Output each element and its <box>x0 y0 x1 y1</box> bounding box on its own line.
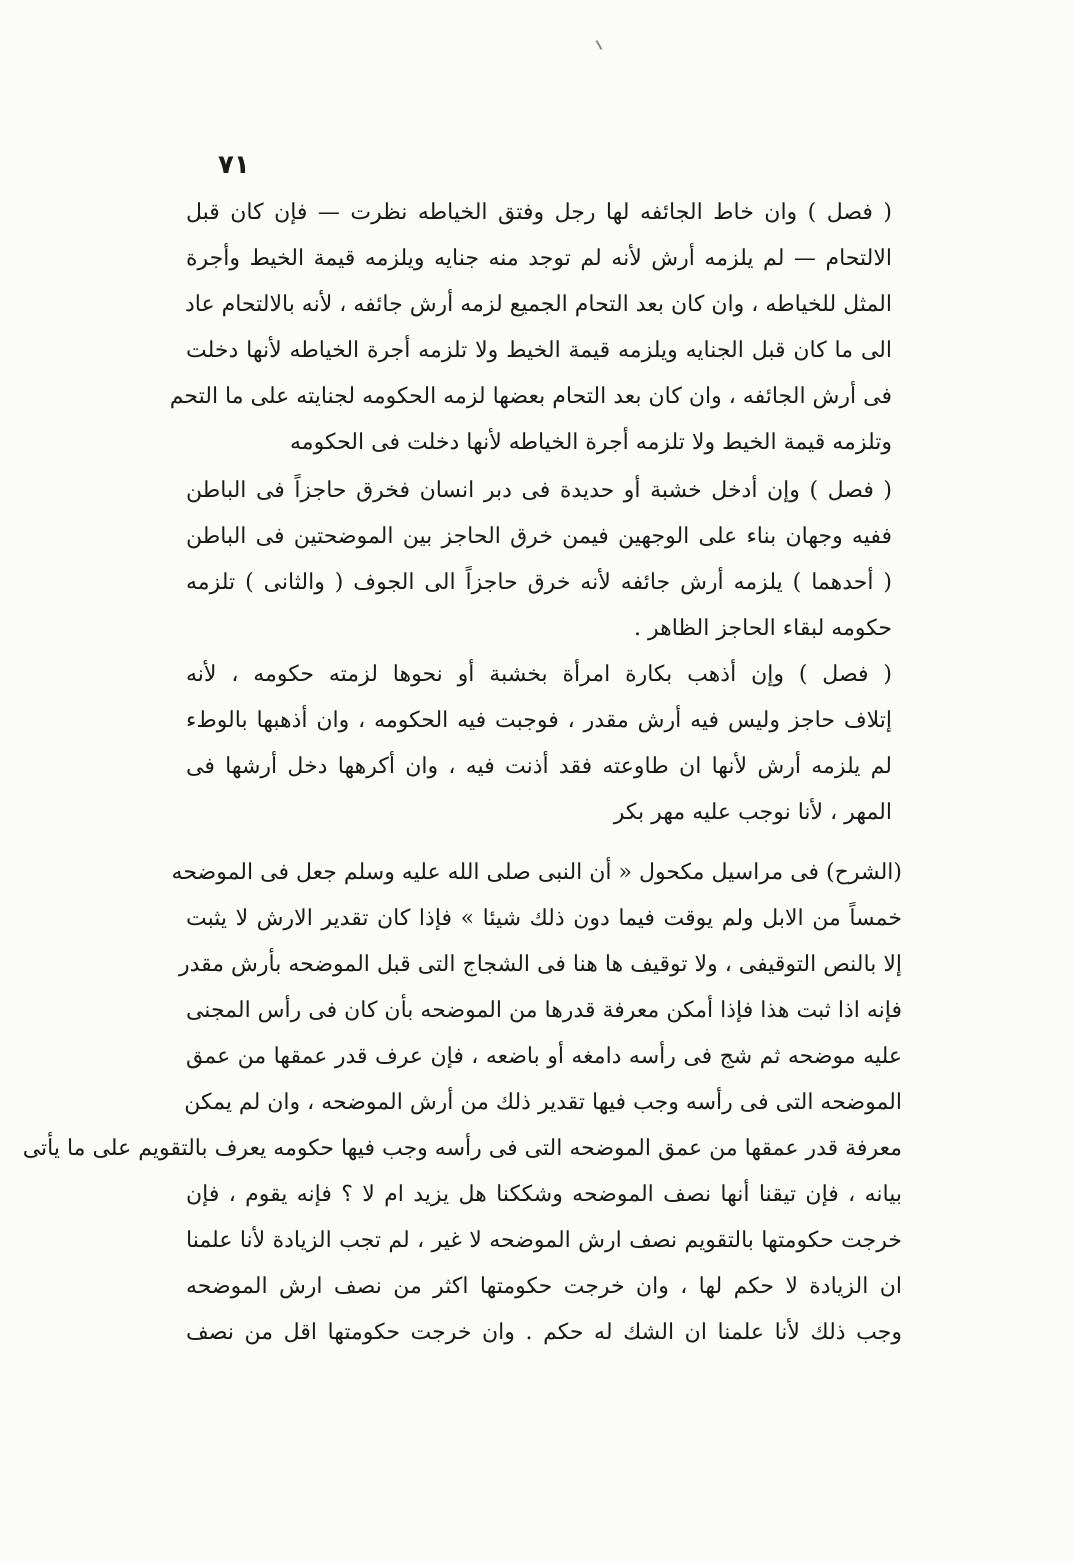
text-line: وجب ذلك لأنا علمنا ان الشك له حكم . وان خرجت حكومتها اقل من نصف <box>186 1320 902 1345</box>
text-line: عليه موضحه ثم شج فى رأسه دامغه أو باضعه ، فإن عرف قدر عمقها من عمق <box>186 1044 902 1069</box>
text-line: ( فصل ) وان خاط الجائفه لها رجل وفتق الخياطه نظرت — فإن كان قبل <box>186 200 892 225</box>
section-sharh <box>22 850 902 1356</box>
text-line: ( فصل ) وإن أذهب بكارة امرأة بخشبة أو نحوها لزمته حكومه ، لأنه <box>186 662 892 687</box>
text-line: الى ما كان قبل الجنايه ويلزمه قيمة الخيط ولا تلزمه أجرة الخياطه لأنها دخلت <box>186 338 892 363</box>
section-khashaba <box>186 468 892 652</box>
section-bakara <box>186 652 892 836</box>
text-line: بيانه ، فإن تيقنا أنها نصف الموضحه وشككنا هل يزيد ام لا ؟ فإنه يقوم ، فإن <box>186 1182 902 1207</box>
text-line: ان الزيادة لا حكم لها ، وان خرجت حكومتها اكثر من نصف ارش الموضحه <box>186 1274 902 1299</box>
text-line: ( فصل ) وإن أدخل خشبة أو حديدة فى دبر انسان فخرق حاجزاً فى الباطن <box>186 478 892 503</box>
page-number: ٧١ <box>218 150 250 180</box>
text-line: ( أحدهما ) يلزمه أرش جائفه لأنه خرق حاجزاً الى الجوف ( والثانى ) تلزمه <box>186 570 892 595</box>
scan-mark <box>596 40 603 50</box>
text-line: خمساً من الابل ولم يوقت فيما دون ذلك شيئا » فإذا كان تقدير الارش لا يثبت <box>186 906 902 931</box>
text-line: الموضحه التى فى رأسه وجب فيها تقدير ذلك من أرش الموضحه ، وان لم يمكن <box>184 1090 902 1115</box>
text-line: إلا بالنص التوقيفى ، ولا توقيف ها هنا فى الشجاج التى قبل الموضحه بأرش مقدر <box>178 952 902 977</box>
text-line: ففيه وجهان بناء على الوجهين فيمن خرق الحاجز بين الموضحتين فى الباطن <box>186 524 892 549</box>
text-line: لم يلزمه أرش لأنها ان طاوعته فقد أذنت فيه ، وان أكرهها دخل أرشها فى <box>186 754 892 779</box>
text-line: فى أرش الجائفه ، وان كان بعد التحام بعضها لزمه الحكومه لجنايته على ما التحم <box>169 384 892 409</box>
text-line: فإنه اذا ثبت هذا فإذا أمكن معرفة قدرها من الموضحه بأن كان فى رأس المجنى <box>185 998 902 1023</box>
text-line: المهر ، لأنا نوجب عليه مهر بكر <box>613 800 892 825</box>
text-line: المثل للخياطه ، وان كان بعد التحام الجميع لزمه أرش جائفه ، لأنه بالالتحام عاد <box>184 292 892 317</box>
text-line: الالتحام — لم يلزمه أرش لأنه لم توجد منه جنايه ويلزمه قيمة الخيط وأجرة <box>186 246 892 271</box>
text-line: وتلزمه قيمة الخيط ولا تلزمه أجرة الخياطه لأنها دخلت فى الحكومه <box>290 430 892 455</box>
text-line: معرفة قدر عمقها من عمق الموضحه التى فى رأسه وجب فيها حكومه يعرف بالتقويم على ما يأتى <box>22 1136 902 1161</box>
text-line: إتلاف حاجز وليس فيه أرش مقدر ، فوجبت فيه الحكومه ، وان أذهبها بالوطء <box>186 708 892 733</box>
text-line: خرجت حكومتها بالتقويم نصف ارش الموضحه لا غير ، لم تجب الزيادة لأنا علمنا <box>186 1228 902 1253</box>
text-line: (الشرح) فى مراسيل مكحول « أن النبى صلى الله عليه وسلم جعل فى الموضحه <box>171 860 902 885</box>
text-line: حكومه لبقاء الحاجز الظاهر . <box>634 616 892 641</box>
section-khiyatat-al-jaifa <box>169 190 892 466</box>
